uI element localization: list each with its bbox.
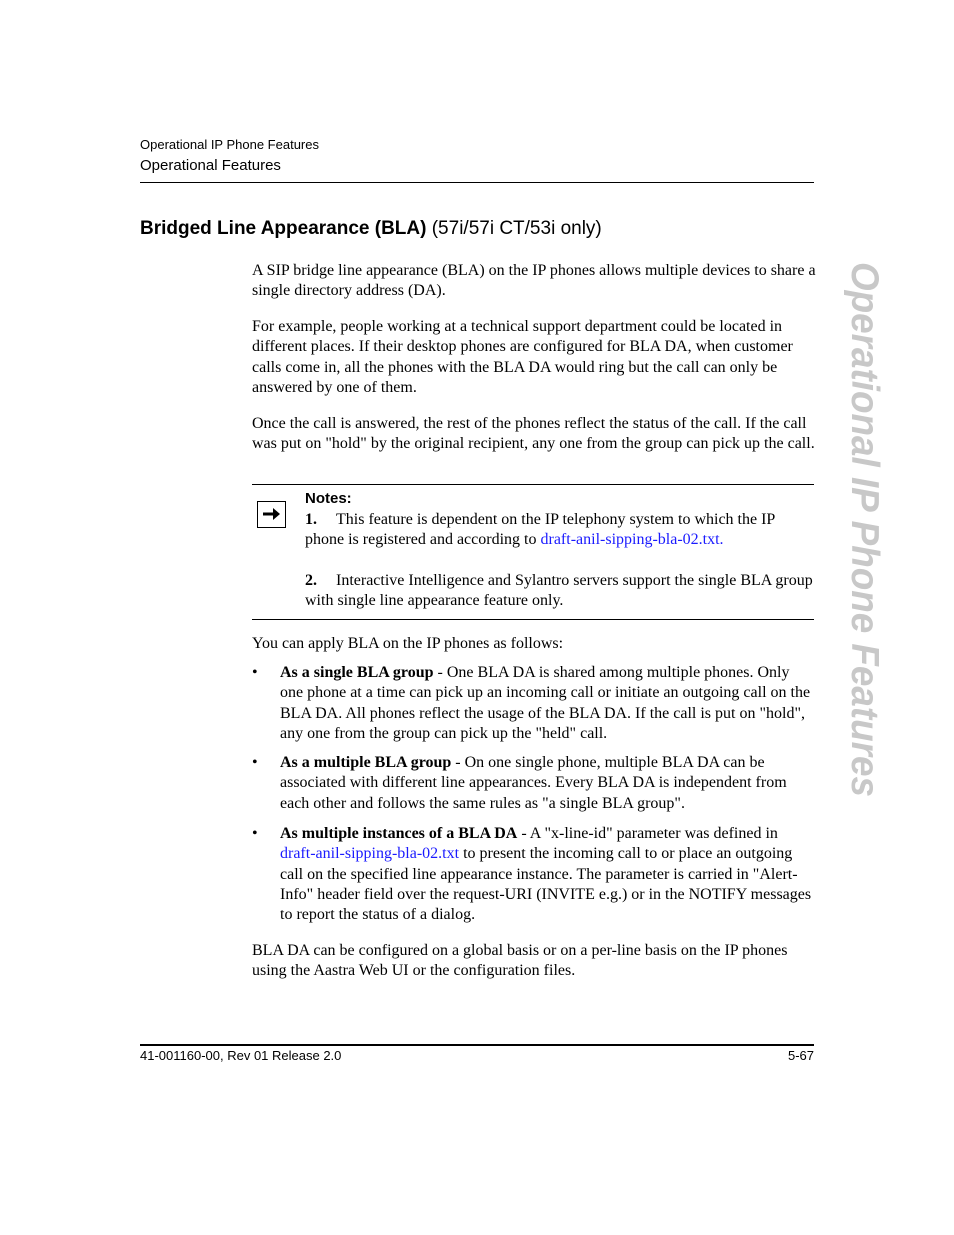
chapter-side-tab — [804, 262, 886, 829]
list-item — [252, 663, 814, 744]
note-item — [305, 571, 815, 612]
running-header-chapter: Operational IP Phone Features — [140, 137, 319, 152]
bullet-term: As multiple instances of a BLA DA — [280, 825, 518, 842]
paragraph-example: For example, people working at a technical support department could be located in different places. If their desktop phones are configured for BLA DA, when customer calls come in, all the phones with the BLA DA would ring but the call can only be answered by one of them. — [252, 318, 793, 396]
note-bottom-rule — [252, 619, 814, 620]
list-item — [252, 824, 814, 925]
section-title-models: (57i/57i CT/53i only) — [426, 218, 602, 239]
note-text: This feature is dependent on the IP telephony system to which the IP phone is registered and according to — [305, 511, 775, 549]
paragraph-apply: You can apply BLA on the IP phones as follows: — [252, 635, 564, 652]
section-title-bold: Bridged Line Appearance (BLA) — [140, 218, 427, 239]
note-item — [305, 510, 815, 551]
bullet-text-continued: to present the incoming call to or place an outgoing call on the specified line appearance instance. The parameter is carried in "Alert-Info" header field over the request-URI (INVITE e.g.) or in the NOTIFY messages to report the status of a dialog. — [280, 845, 812, 924]
notes-heading: Notes: — [305, 490, 352, 507]
header-rule — [140, 182, 814, 183]
footer-doc-id: 41-001160-00, Rev 01 Release 2.0 — [140, 1048, 342, 1063]
note-number: 2. — [305, 572, 317, 589]
arrow-right-icon — [257, 501, 286, 528]
bullet-text: - One BLA DA is shared among multiple phones. Only one phone at a time can pick up an incoming call or initiate an outgoing call on the BLA DA. All phones reflect the usage of the BLA DA. If the call is put on "hold", any one from the group can pick up the "held" call. — [280, 664, 811, 742]
paragraph-config: BLA DA can be configured on a global basis or on a per-line basis on the IP phones using the Aastra Web UI or the configuration files. — [252, 942, 788, 980]
bullet-marker: • — [252, 825, 258, 842]
bullet-marker: • — [252, 664, 258, 681]
note-text: Interactive Intelligence and Sylantro servers support the single BLA group with single line appearance feature only. — [305, 572, 813, 610]
bullet-text: - A "x-line-id" parameter was defined in — [517, 825, 778, 842]
paragraph-intro: A SIP bridge line appearance (BLA) on the IP phones allows multiple devices to share a single directory address (DA). — [252, 262, 816, 300]
section-title — [140, 218, 602, 240]
chapter-side-tab-text: Operational IP Phone Features — [843, 262, 886, 829]
draft-link[interactable]: draft-anil-sipping-bla-02.txt — [280, 845, 460, 863]
list-item — [252, 753, 814, 814]
running-header-section: Operational Features — [140, 157, 281, 174]
bullet-term: As a single BLA group — [280, 664, 434, 681]
bullet-term: As a multiple BLA group — [280, 754, 452, 771]
note-number: 1. — [305, 511, 317, 528]
paragraph-answered: Once the call is answered, the rest of the phones reflect the status of the call. If the call was put on "hold" by the original recipient, any one from the group can pick up the call. — [252, 415, 815, 453]
page-number: 5-67 — [787, 1048, 814, 1063]
bullet-marker: • — [252, 754, 258, 771]
note-top-rule — [252, 484, 814, 485]
bullet-text: - On one single phone, multiple BLA DA can be associated with different line appearances. Every BLA DA is independent from each other and follows the same rules as "a single BLA group". — [280, 754, 787, 812]
footer-rule — [140, 1044, 814, 1046]
draft-link[interactable]: draft-anil-sipping-bla-02.txt. — [540, 531, 724, 549]
